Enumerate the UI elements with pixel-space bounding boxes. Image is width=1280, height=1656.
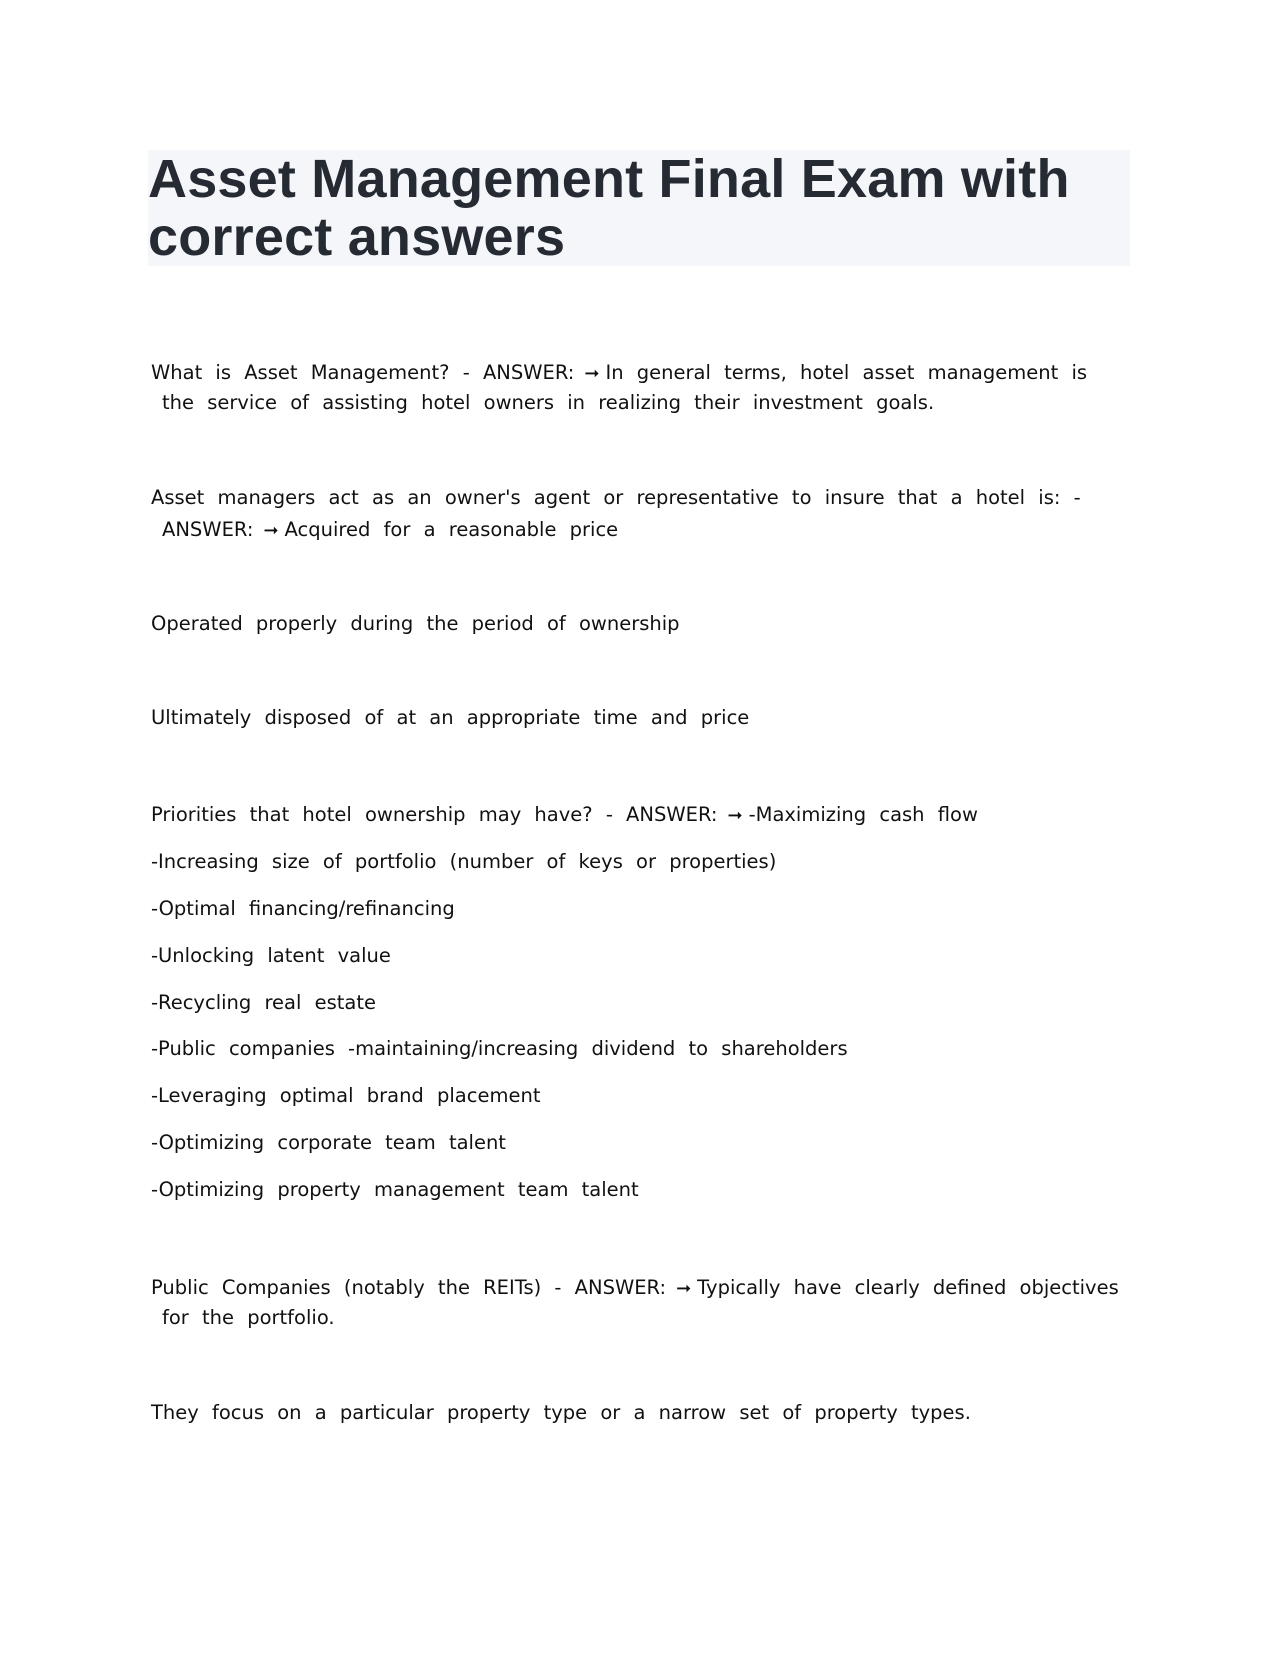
q4-answer-part-1: Typically have clearly defined objectives <box>697 1276 1119 1299</box>
q1-question: What is Asset Management? - ANSWER: <box>151 361 575 384</box>
list-item <box>151 991 376 1015</box>
document-title <box>148 150 1130 266</box>
arrow-icon: ➞ <box>727 805 743 826</box>
q2-question-part-1: Asset managers act as an owner's agent or representative to insure that a hotel is: - <box>151 486 1081 509</box>
q1-answer-part-1: In general terms, hotel asset management is <box>605 361 1088 384</box>
list-item <box>151 850 776 874</box>
q4-line-1 <box>151 1276 1119 1301</box>
q1-line-2 <box>162 391 934 415</box>
q4-answer-part-2: for the portfolio. <box>162 1306 335 1329</box>
list-item-text: -Leveraging optimal brand placement <box>151 1084 541 1107</box>
disposed-text: Ultimately disposed of at an appropriate time and price <box>151 706 750 729</box>
arrow-icon: ➞ <box>263 520 279 541</box>
q1-answer-part-2: the service of assisting hotel owners in realizing their investment goals. <box>162 391 935 414</box>
q3-line-1 <box>151 803 978 828</box>
q4-question: Public Companies (notably the REITs) - ANSWER: <box>151 1276 667 1299</box>
q2-line-2 <box>162 518 618 543</box>
list-item-text: -Optimal financing/refinancing <box>151 897 455 920</box>
list-item <box>151 1037 848 1061</box>
q3-question: Priorities that hotel ownership may have? - ANSWER: <box>151 803 718 826</box>
list-item <box>151 1178 639 1202</box>
list-item-text: -Public companies -maintaining/increasing dividend to shareholders <box>151 1037 848 1060</box>
list-item-text: -Increasing size of portfolio (number of keys or properties) <box>151 850 777 873</box>
arrow-icon: ➞ <box>676 1278 692 1299</box>
q2-question-part-2: ANSWER: <box>162 518 254 541</box>
list-item <box>151 1084 540 1108</box>
list-item <box>151 944 391 968</box>
q4-line-2 <box>162 1306 335 1330</box>
list-item-text: -Optimizing corporate team talent <box>151 1131 506 1154</box>
list-item-text: -Optimizing property management team talent <box>151 1178 639 1201</box>
list-item <box>151 897 455 921</box>
operated-text: Operated properly during the period of ownership <box>151 612 680 635</box>
list-item <box>151 1131 506 1155</box>
q1-line-1 <box>151 361 1087 386</box>
title-line-2: correct answers <box>148 207 566 267</box>
paragraph-focus <box>151 1401 971 1425</box>
list-item-text: -Unlocking latent value <box>151 944 391 967</box>
paragraph-operated <box>151 612 680 636</box>
title-line-1: Asset Management Final Exam with <box>148 149 1070 209</box>
arrow-icon: ➞ <box>584 363 600 384</box>
focus-text: They focus on a particular property type or a narrow set of property types. <box>151 1401 971 1424</box>
q2-line-1 <box>151 486 1081 510</box>
q3-answer-first: -Maximizing cash flow <box>748 803 978 826</box>
paragraph-disposed <box>151 706 749 730</box>
q2-answer: Acquired for a reasonable price <box>284 518 619 541</box>
list-item-text: -Recycling real estate <box>151 991 377 1014</box>
title-block <box>148 150 1130 266</box>
